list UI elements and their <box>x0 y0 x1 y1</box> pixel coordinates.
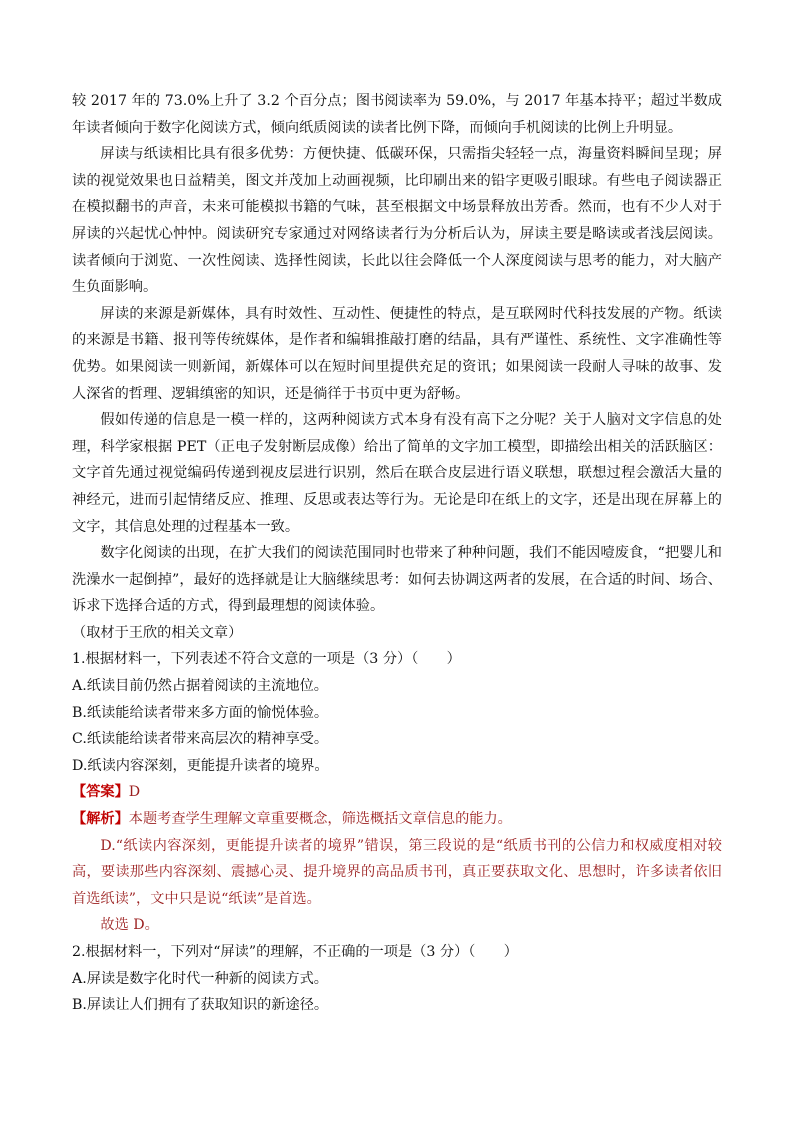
article-source: （取材于王欣的相关文章） <box>72 624 243 641</box>
question-2-stem: 2.根据材料一，下列对“屏读”的理解，不正确的一项是（3 分）（ ） <box>72 944 518 960</box>
analysis-detail: D.“纸读内容深刻，更能提升读者的境界”错误，第三段说的是“纸质书刊的公信力和权威度相对较高，要读那些内容深刻、震撼心灵、提升境界的高品质书刊，真正要获取文化、思想时，许多读者依旧首选纸读”，文中只是说“纸读”是首选。 <box>72 837 722 907</box>
analysis-text: 本题考查学生理解文章重要概念，筛选概括文章信息的能力。 <box>128 811 512 828</box>
question-1-answer <box>72 779 722 806</box>
question-1-option-b: B.纸读能给读者带来多方面的愉悦体验。 <box>72 704 329 721</box>
question-2-option-a: A.屏读是数字化时代一种新的阅读方式。 <box>72 970 328 987</box>
question-1-stem: 1.根据材料一，下列表述不符合文意的一项是（3 分）（ ） <box>72 651 461 668</box>
answer-tag: 【答案】 <box>72 784 129 801</box>
question-1-option-a: A.纸读目前仍然占据着阅读的主流地位。 <box>72 678 328 695</box>
article-paragraph-3: 屏读的来源是新媒体，具有时效性、互动性、便捷性的特点，是互联网时代科技发展的产物。纸读的来源是书籍、报刊等传统媒体，是作者和编辑推敲打磨的结晶，具有严谨性、系统性、文字准确性等优势。如果阅读一则新闻，新媒体可以在短时间里提供充足的资讯；如果阅读一段耐人寻味的故事、发人深省的哲理、逻辑缜密的知识，还是徜徉于书页中更为舒畅。 <box>72 305 722 402</box>
answer-value: D <box>128 784 141 801</box>
question-1-option-c: C.纸读能给读者带来高层次的精神享受。 <box>72 731 329 748</box>
document-page <box>72 88 722 1019</box>
analysis-conclusion: 故选 D。 <box>100 917 159 934</box>
analysis-tag: 【解析】 <box>72 811 129 828</box>
article-paragraph-2: 屏读与纸读相比具有很多优势：方便快捷、低碳环保，只需指尖轻轻一点，海量资料瞬间呈现；屏读的视觉效果也日益精美，图文并茂加上动画视频，比印刷出来的铅字更吸引眼球。有些电子阅读器正在模拟翻书的声音，未来可能模拟书籍的气味，甚至根据文中场景释放出芳香。然而，也有不少人对于屏读的兴起忧心忡忡。阅读研究专家通过对网络读者行为分析后认为，屏读主要是略读或者浅层阅读。读者倾向于浏览、一次性阅读、选择性阅读，长此以往会降低一个人深度阅读与思考的能力，对大脑产生负面影响。 <box>72 146 722 296</box>
article-paragraph-1: 较 2017 年的 73.0%上升了 3.2 个百分点；图书阅读率为 59.0%，与 2017 年基本持平；超过半数成年读者倾向于数字化阅读方式，倾向纸质阅读的读者比例下降，而倾向手机阅读的比例上升明显。 <box>72 93 722 136</box>
question-1-option-d: D.纸读内容深刻，更能提升读者的境界。 <box>72 757 329 774</box>
article-paragraph-4: 假如传递的信息是一模一样的，这两种阅读方式本身有没有高下之分呢？关于人脑对文字信息的处理，科学家根据 PET（正电子发射断层成像）给出了简单的文字加工模型，即描绘出相关的活跃脑区：文字首先通过视觉编码传递到视皮层进行识别，然后在联合皮层进行语义联想，联想过程会激活大量的神经元，进而引起情绪反应、推理、反思或表达等行为。无论是印在纸上的文字，还是出现在屏幕上的文字，其信息处理的过程基本一致。 <box>72 412 722 535</box>
question-1-analysis <box>72 806 722 833</box>
article-paragraph-5: 数字化阅读的出现，在扩大我们的阅读范围同时也带来了种种问题，我们不能因噎废食，“把婴儿和洗澡水一起倒掉”，最好的选择就是让大脑继续思考：如何去协调这两者的发展，在合适的时间、场合、诉求下选择合适的方式，得到最理想的阅读体验。 <box>72 545 722 615</box>
question-2-option-b: B.屏读让人们拥有了获取知识的新途径。 <box>72 997 329 1014</box>
